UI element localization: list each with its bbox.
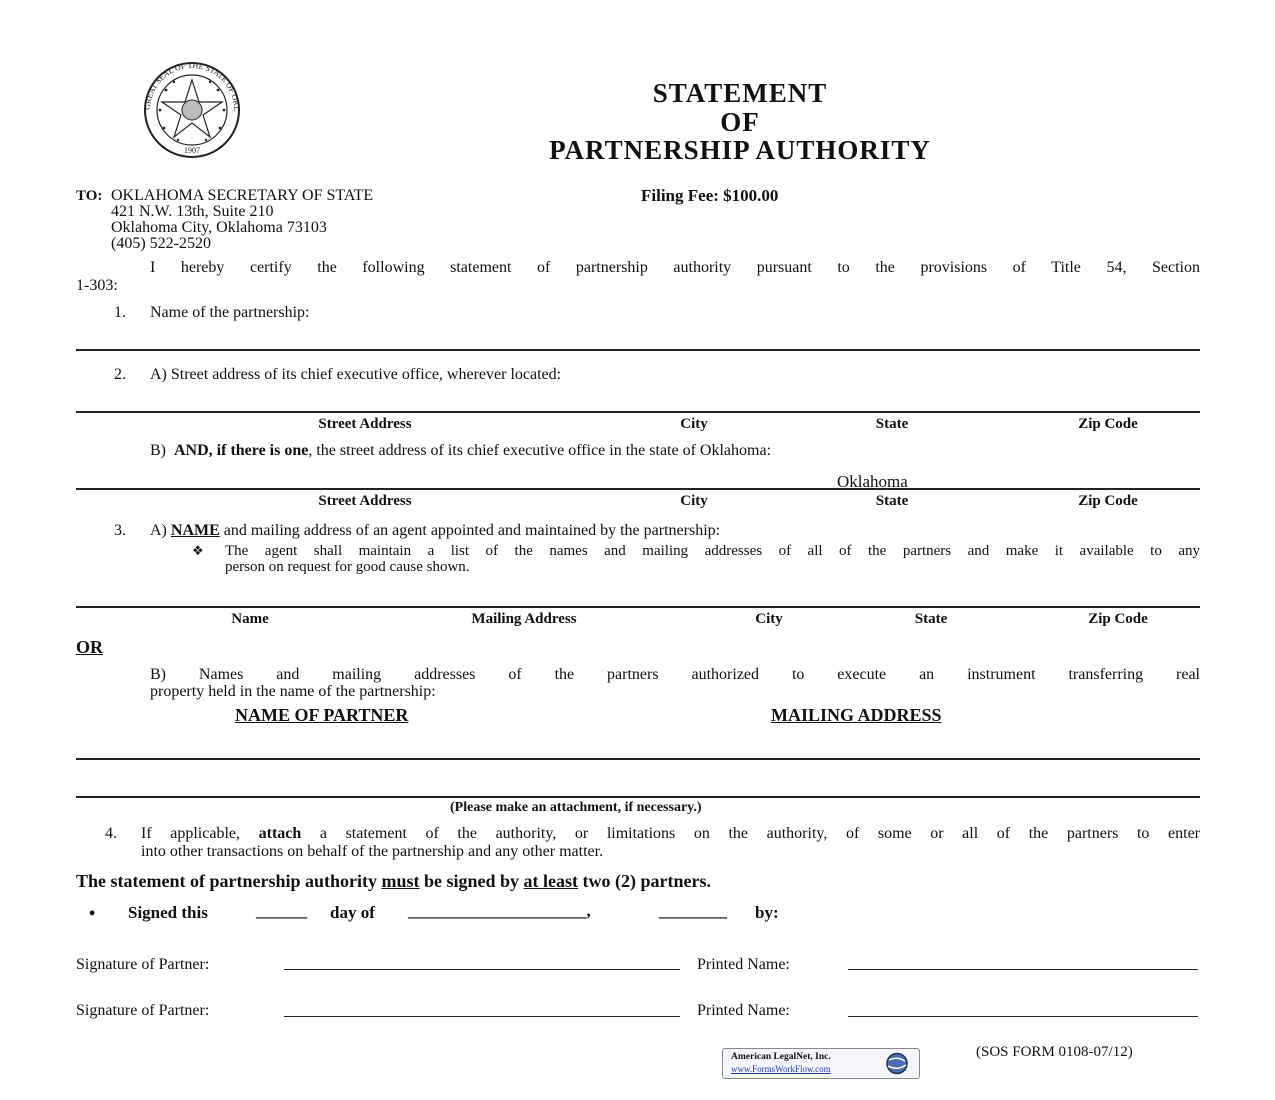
agent-address-field[interactable] <box>76 606 1200 608</box>
col-city-2: City <box>680 493 708 509</box>
to-line-2: 421 N.W. 13th, Suite 210 <box>111 203 274 220</box>
item2b-rest: , the street address of its chief executive office in the state of Oklahoma: <box>308 442 772 459</box>
or-label: OR <box>76 637 103 657</box>
item2a-label: A) Street address of its chief executive office, wherever located: <box>150 366 562 383</box>
oklahoma-office-address-field[interactable] <box>76 488 1200 490</box>
logo-company: American LegalNet, Inc. <box>731 1052 831 1062</box>
agent-col-name: Name <box>231 611 269 627</box>
item3b-line-1: B) Names and mailing addresses of the partners authorized to execute an instrument transferring real <box>150 666 1200 683</box>
agent-col-zip: Zip Code <box>1088 611 1148 627</box>
signature-label-2: Signature of Partner: <box>76 1002 210 1019</box>
title-line-3: PARTNERSHIP AUTHORITY <box>549 135 931 165</box>
partner-name-column: NAME OF PARTNER <box>235 705 409 725</box>
bullet-icon: • <box>89 903 96 923</box>
printed-name-field-1[interactable] <box>848 969 1198 970</box>
agent-col-mailing: Mailing Address <box>471 611 577 627</box>
must-part-3: two (2) partners. <box>582 871 711 891</box>
title-line-2: OF <box>720 107 760 137</box>
signature-field-1[interactable] <box>284 969 680 970</box>
item4-attach: attach <box>258 825 302 842</box>
item3a-rest: and mailing address of an agent appointed and maintained by the partnership: <box>223 522 721 539</box>
item2b-prefix: B) <box>150 442 166 459</box>
signature-field-2[interactable] <box>284 1016 680 1017</box>
filing-fee: Filing Fee: $100.00 <box>641 186 779 205</box>
agent-col-city: City <box>755 611 783 627</box>
logo-url[interactable]: www.FormsWorkFlow.com <box>731 1064 831 1074</box>
to-line-1: OKLAHOMA SECRETARY OF STATE <box>111 187 374 204</box>
signature-requirement <box>76 871 711 892</box>
partnership-name-field[interactable] <box>76 349 1200 351</box>
partner-entry-line-1[interactable] <box>76 758 1200 760</box>
item3a-name: NAME <box>170 522 220 539</box>
item4-line-1 <box>141 825 1200 843</box>
item2-number: 2. <box>114 366 126 383</box>
item4-number: 4. <box>105 825 117 842</box>
col-state: State <box>875 416 909 432</box>
printed-name-field-2[interactable] <box>848 1016 1198 1017</box>
attachment-note: (Please make an attachment, if necessary.) <box>450 800 702 815</box>
item4-line-2: into other transactions on behalf of the partnership and any other matter. <box>141 843 604 860</box>
by-label: by: <box>755 903 779 922</box>
agent-note-line-1: The agent shall maintain a list of the names and mailing addresses of all of the partners and make it available to any <box>225 543 1200 559</box>
printed-name-label-1: Printed Name: <box>697 956 790 973</box>
item3b-line-2: property held in the name of the partnership: <box>150 683 436 700</box>
must-part-1: The statement of partnership authority <box>76 871 377 891</box>
item1-number: 1. <box>114 304 126 321</box>
item3-number: 3. <box>114 522 126 539</box>
partner-address-column: MAILING ADDRESS <box>771 705 942 725</box>
signed-day-field[interactable]: ______ <box>256 901 307 920</box>
svg-text:GREAT SEAL OF THE STATE OF OKL <box>114 60 241 112</box>
day-of-label: day of <box>330 903 375 922</box>
to-line-3: Oklahoma City, Oklahoma 73103 <box>111 219 327 236</box>
seal-year: 1907 <box>184 146 200 155</box>
item2b-label <box>150 442 771 460</box>
to-line-4: (405) 522-2520 <box>111 235 211 252</box>
certify-line-2: 1-303: <box>76 277 118 294</box>
printed-name-label-2: Printed Name: <box>697 1002 790 1019</box>
must-word: must <box>381 871 420 891</box>
seal-ring-text: GREAT SEAL OF THE STATE OF OKL <box>142 60 242 112</box>
item2b-bold: AND, if there is one <box>174 442 309 459</box>
item3a-label <box>150 522 720 540</box>
must-part-2: be signed by <box>424 871 520 891</box>
agent-col-state: State <box>914 611 948 627</box>
col-street-address: Street Address <box>318 416 412 432</box>
agent-note-line-2: person on request for good cause shown. <box>225 559 470 575</box>
chief-office-address-field[interactable] <box>76 411 1200 413</box>
col-state-2: State <box>875 493 909 509</box>
item4-rest: a statement of the authority, or limitations on the authority, of some or all of the partners to enter <box>319 825 1201 842</box>
state-seal <box>114 60 270 160</box>
col-city: City <box>680 416 708 432</box>
col-street-address-2: Street Address <box>318 493 412 509</box>
form-number: (SOS FORM 0108-07/12) <box>976 1044 1133 1060</box>
signed-this-label: Signed this <box>128 903 208 922</box>
col-zip: Zip Code <box>1078 416 1138 432</box>
prefilled-state-oklahoma: Oklahoma <box>837 472 908 491</box>
at-least-word: at least <box>523 871 579 891</box>
legalnet-logo[interactable] <box>722 1048 920 1079</box>
item1-label: Name of the partnership: <box>150 304 310 321</box>
certify-line-1: I hereby certify the following statement of partnership authority pursuant to the provisions of Title 54, Section <box>150 259 1200 276</box>
signed-year-field[interactable]: ________ <box>659 901 727 920</box>
diamond-bullet-icon: ❖ <box>192 543 204 558</box>
logo-globe-icon <box>881 1051 913 1076</box>
item3a-prefix: A) <box>150 522 167 539</box>
partner-entry-line-2[interactable] <box>76 796 1200 798</box>
item4-prefix: If applicable, <box>141 825 240 842</box>
col-zip-2: Zip Code <box>1078 493 1138 509</box>
to-label: TO: <box>76 188 103 204</box>
title-line-1: STATEMENT <box>652 78 828 108</box>
signed-month-field[interactable]: _____________________, <box>408 901 591 920</box>
signature-label-1: Signature of Partner: <box>76 956 210 973</box>
